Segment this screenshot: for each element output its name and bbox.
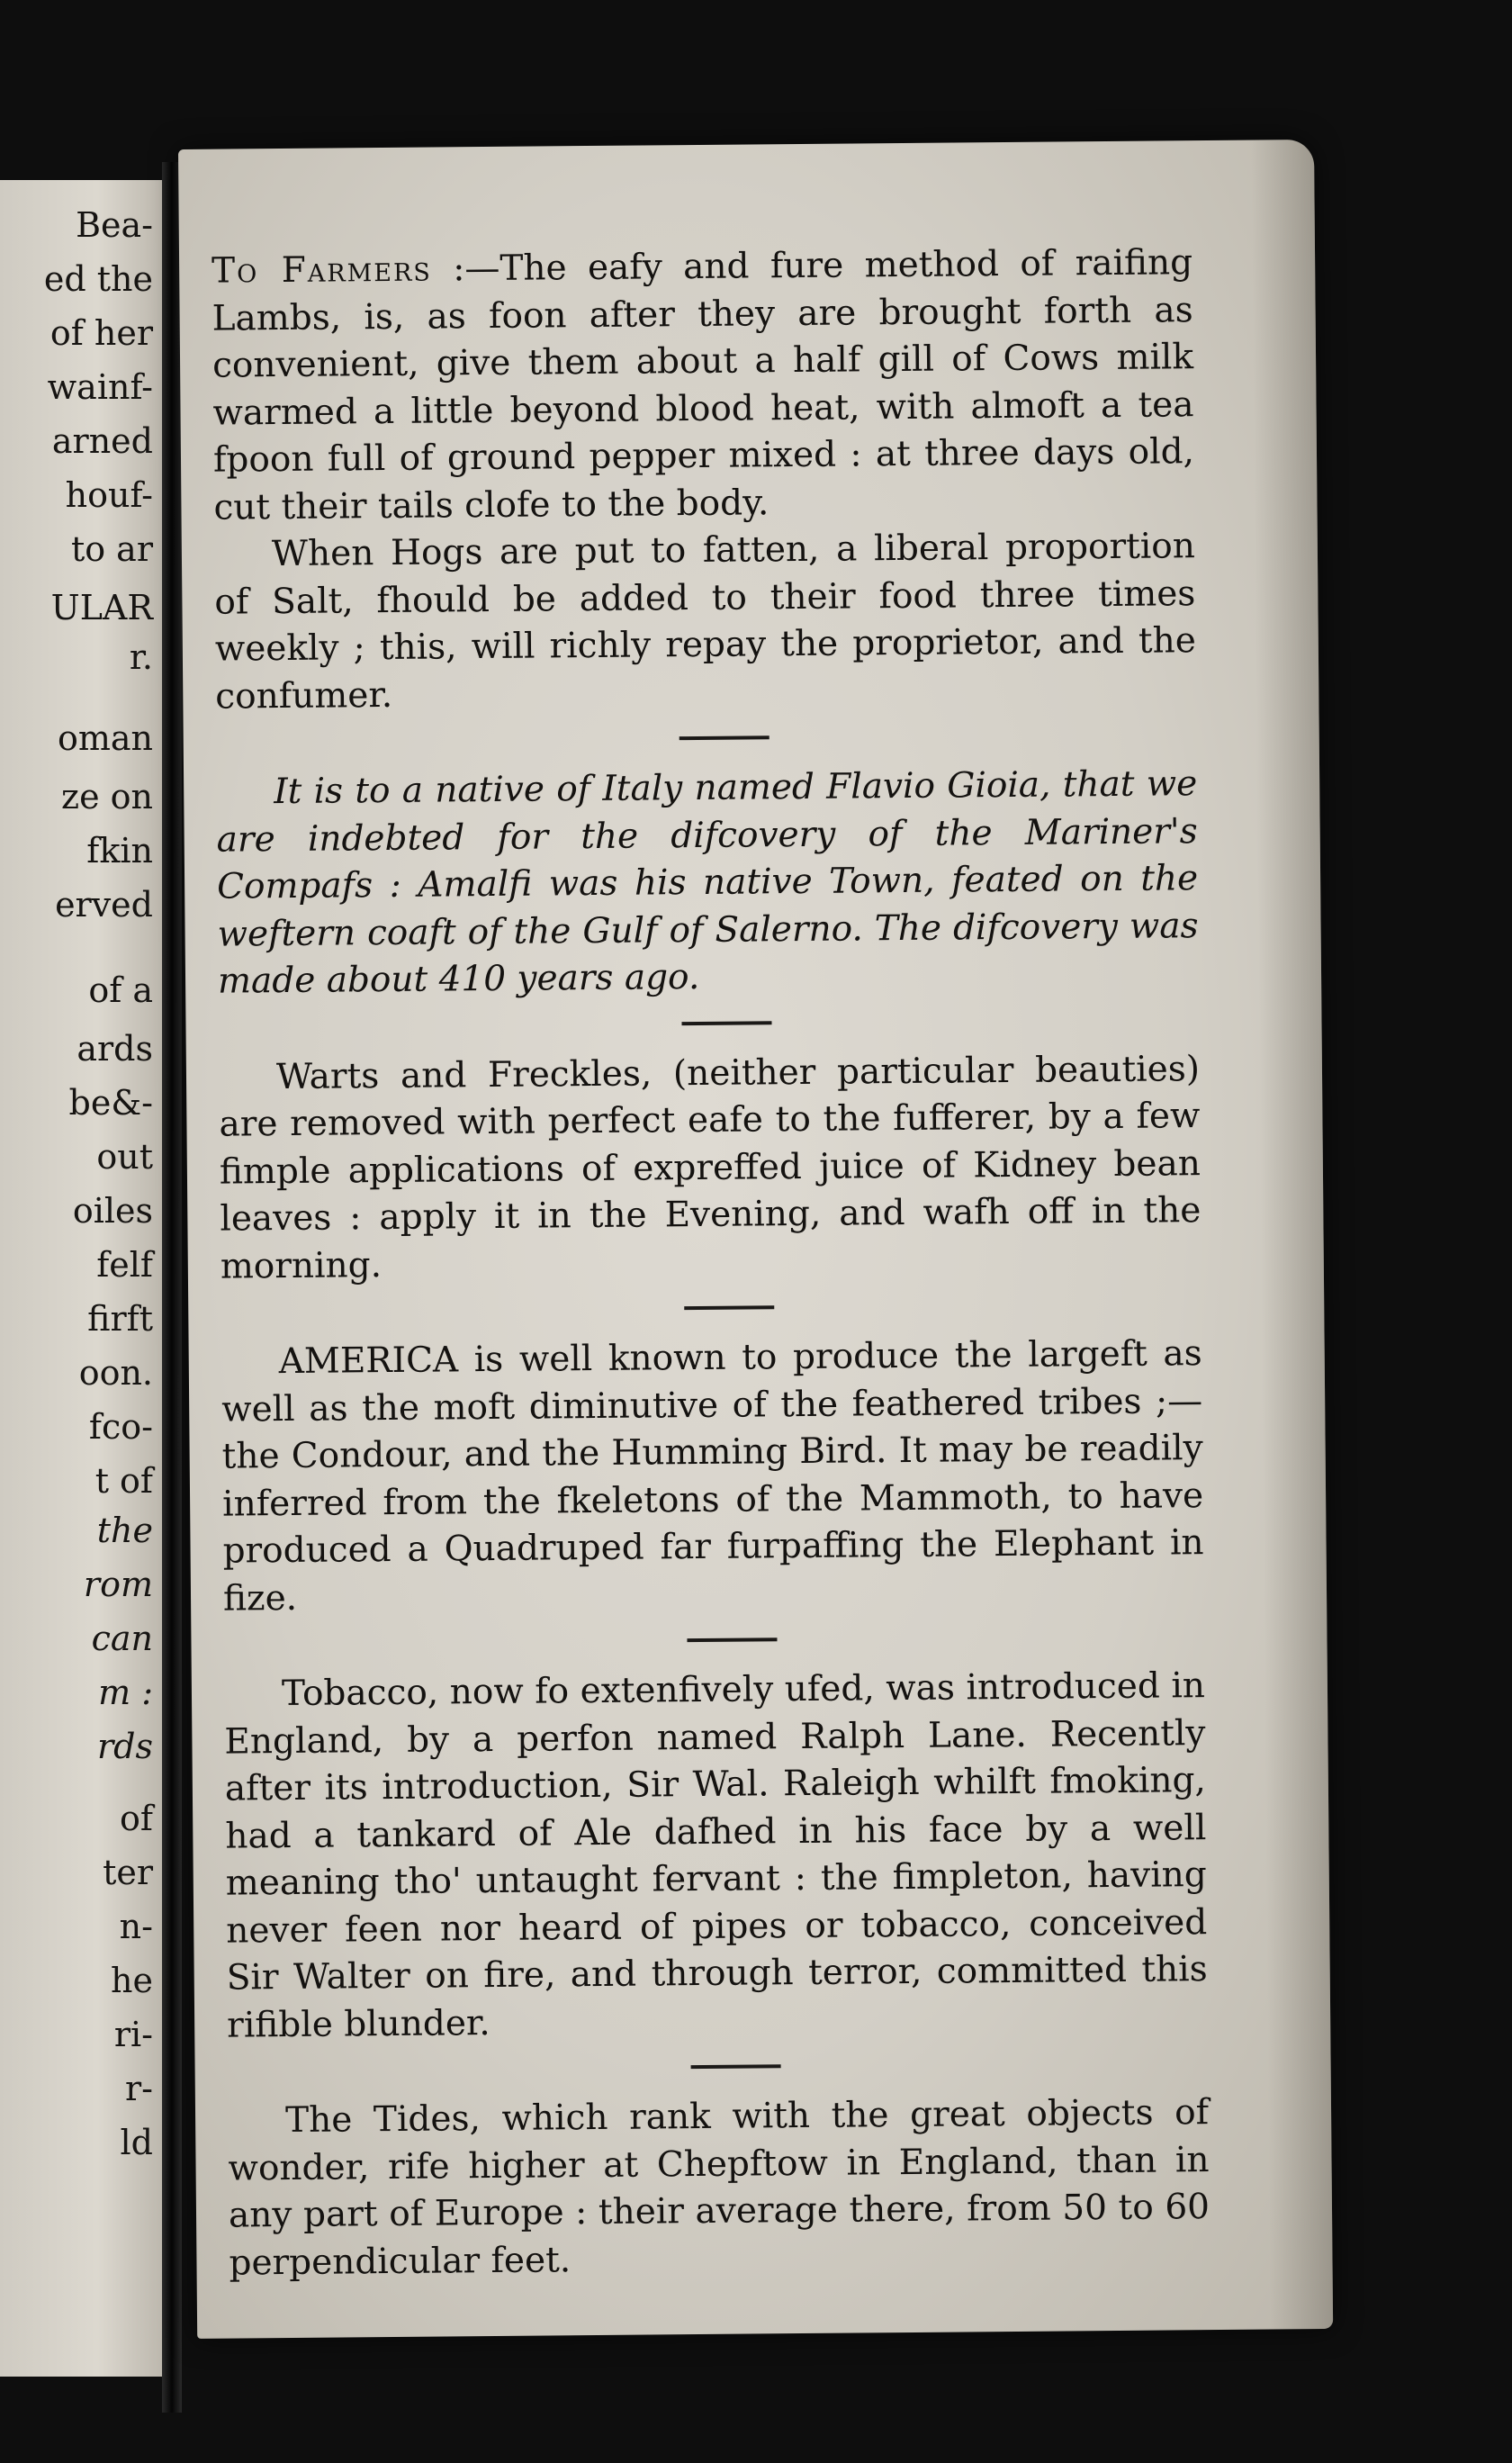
facing-page-line: arned [51, 421, 153, 461]
paragraph-compass: It is to a native of Italy named Flavio Gioia, that we are indebted for the difcovery of the Mariner's Compafs : Amalfi was his native Town, feated on the weftern coaft of the Gulf of Salerno. The difcovery was made about 410 years ago. [216, 763, 1199, 1002]
facing-page-line: be&- [68, 1083, 153, 1123]
section-divider [691, 2064, 781, 2069]
facing-page-line: houf- [65, 475, 153, 515]
facing-page-line: wainf- [47, 367, 153, 407]
facing-page-line: felf [96, 1245, 153, 1285]
paragraph-hogs: When Hogs are put to fatten, a liberal proportion of Salt, fhould be added to their food three times weekly ; this, will richly repay the proprietor, and the confumer. [214, 526, 1197, 717]
paragraph-tobacco: Tobacco, now fo extenfively ufed, was introduced in England, by a perfon named Ralph Lane. Recently after its introduction, Sir Wal. Raleigh whilft fmoking, had a tankard of Ale dafhed in his face by a well meaning tho' untaught fervant : the fimpleton, having never feen nor heard of pipes or tobacco, conceived Sir Walter on fire, and through terror, committed this rifible blunder. [224, 1665, 1208, 2046]
facing-page-line: oiles [72, 1191, 153, 1231]
facing-page-line: the [96, 1511, 153, 1550]
facing-page-line: fco- [88, 1407, 153, 1447]
section-divider [680, 735, 770, 740]
facing-page-line: erved [55, 885, 153, 925]
facing-page-line: ULAR [50, 588, 153, 627]
facing-page [0, 180, 162, 2377]
facing-page-line: t of [94, 1461, 153, 1501]
facing-page-line: oman [57, 718, 153, 758]
facing-page-line: r- [124, 2069, 153, 2108]
book-page [178, 140, 1333, 2339]
facing-page-line: Bea- [76, 205, 153, 245]
section-divider [687, 1637, 777, 1642]
page-text-column [212, 239, 1210, 2287]
facing-page-line: m : [98, 1673, 153, 1712]
facing-page-line: firft [87, 1299, 153, 1339]
paragraph-body: :—The eafy and fure method of raifing Lambs, is, as foon after they are brought forth as convenient, give them about a half gill of Cows milk warmed a little beyond blood heat, with almoft a tea fpoon full of ground pepper mixed : at three days old, cut their tails clofe to the body. [212, 242, 1195, 528]
paragraph-america: AMERICA is well known to produce the largeft as well as the moft diminutive of the feathered tribes ;—the Condour, and the Humming Bird. It may be readily inferred from the fkeletons of the Mammoth, to have produced a Quadruped far furpaffing the Elephant in fize. [221, 1333, 1204, 1619]
facing-page-line: out [96, 1137, 153, 1177]
book-gutter [162, 162, 182, 2413]
facing-page-line: ter [103, 1853, 153, 1892]
facing-page-line: to ar [70, 529, 153, 569]
facing-page-line: can [91, 1619, 153, 1658]
section-divider [684, 1305, 774, 1310]
facing-page-line: rds [97, 1727, 153, 1766]
facing-page-line: ze on [61, 777, 153, 816]
facing-page-line: he [111, 1961, 153, 2000]
facing-page-line: ri- [113, 2015, 153, 2054]
paragraph-tides: The Tides, which rank with the great objects of wonder, rife higher at Chepftow in England, than in any part of Europe : their average there, from 50 to 60 perpendicular feet. [228, 2092, 1210, 2284]
facing-page-line: ards [76, 1029, 153, 1069]
facing-page-line: of her [50, 313, 153, 353]
facing-page-line: ld [120, 2123, 153, 2162]
facing-page-line: n- [119, 1907, 153, 1946]
facing-page-line: ed the [43, 259, 153, 299]
facing-page-line: fkin [86, 831, 153, 871]
facing-page-line: r. [129, 637, 153, 677]
facing-page-line: of a [88, 970, 153, 1010]
paragraph-farmers [212, 239, 1195, 531]
facing-page-line: of [120, 1799, 153, 1838]
facing-page-line: oon. [78, 1353, 153, 1393]
paragraph-warts: Warts and Freckles, (neither particular beauties) are removed with perfect eafe to the fufferer, by a few fimple applications of expreffed juice of Kidney bean leaves : apply it in the Evening, and wafh off in the morning. [219, 1048, 1202, 1287]
section-divider [681, 1021, 771, 1025]
facing-page-line: rom [83, 1565, 153, 1604]
paragraph-lead: To Farmers [211, 248, 433, 292]
